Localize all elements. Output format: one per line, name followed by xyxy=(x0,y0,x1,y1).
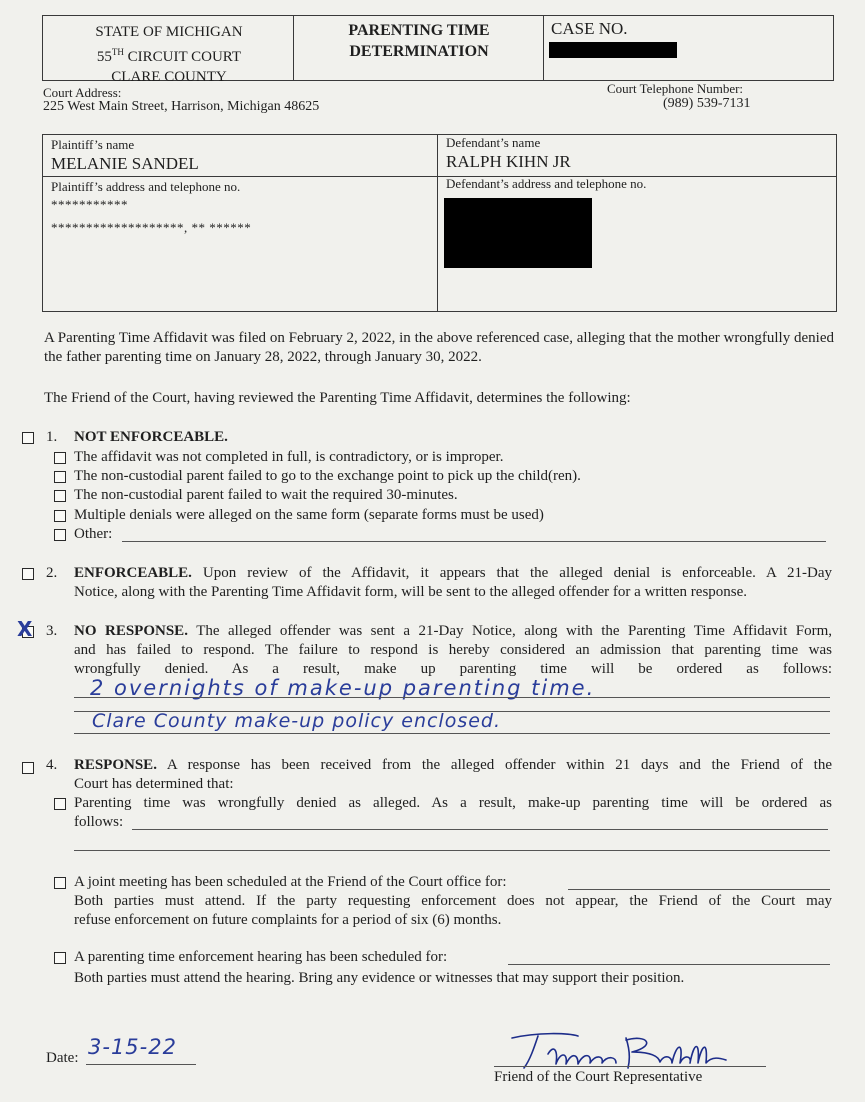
section2-checkbox[interactable] xyxy=(22,568,34,580)
section1-other-checkbox[interactable] xyxy=(54,529,66,541)
court-phone-label: Court Telephone Number: xyxy=(607,81,744,96)
section3-text-line2: and has failed to respond. The failure to respond is hereby considered an admission that parenting time was xyxy=(74,642,832,658)
section4-option1-answer-line2[interactable] xyxy=(74,850,830,851)
form-title: PARENTING TIME DETERMINATION xyxy=(348,22,490,60)
defendant-name: RALPH KIHN JR xyxy=(446,152,571,171)
section1-option1-checkbox[interactable] xyxy=(54,452,66,464)
section3-title: NO RESPONSE. xyxy=(74,623,188,639)
signature-caption: Friend of the Court Representative xyxy=(494,1069,703,1085)
section1-checkbox[interactable] xyxy=(22,432,34,444)
section2-title: ENFORCEABLE. xyxy=(74,565,192,581)
section4-option1-line2: follows: xyxy=(74,814,124,830)
plaintiff-name: MELANIE SANDEL xyxy=(51,154,199,173)
section1-option1: The affidavit was not completed in full, is contradictory, or is improper. xyxy=(74,449,504,465)
signature-line[interactable] xyxy=(494,1066,766,1067)
date-label: Date: xyxy=(46,1050,79,1066)
plaintiff-name-label: Plaintiff’s name xyxy=(51,137,135,152)
defendant-name-label: Defendant’s name xyxy=(446,135,541,150)
defendant-address-label: Defendant’s address and telephone no. xyxy=(446,176,647,191)
section3-handwritten-line1: 2 overnights of make-up parenting time. xyxy=(90,676,596,700)
court-name-block xyxy=(44,22,294,87)
section4-option1-answer-line1[interactable] xyxy=(132,829,828,830)
court-address: 225 West Main Street, Harrison, Michigan 48625 xyxy=(43,99,320,114)
section4-option2-line3: refuse enforcement on future complaints for a period of six (6) months. xyxy=(74,912,502,928)
case-number-redaction xyxy=(549,42,677,58)
section4-number: 4. xyxy=(46,757,58,773)
section4-option2-line1: A joint meeting has been scheduled at the Friend of the Court office for: xyxy=(74,874,507,890)
section3-text-line1: NO RESPONSE. The alleged offender was sent a 21-Day Notice, along with the Parenting Time Affidavit Form, xyxy=(74,623,832,639)
section1-title: NOT ENFORCEABLE. xyxy=(74,429,228,445)
section1-other-label: Other: xyxy=(74,526,113,542)
court-line1: STATE OF MICHIGAN xyxy=(95,24,243,40)
section1-option4-checkbox[interactable] xyxy=(54,510,66,522)
section2-text-line1: ENFORCEABLE. Upon review of the Affidavit, it appears that the alleged denial is enforceable. A 21-Day xyxy=(74,565,832,581)
defendant-address-redaction xyxy=(444,198,592,268)
intro-paragraph: A Parenting Time Affidavit was filed on February 2, 2022, in the above referenced case, alleging that the mother wrongfully denied the father parenting time on January 28, 2022, through January 30, 2022. xyxy=(44,330,834,365)
section4-option2-checkbox[interactable] xyxy=(54,877,66,889)
section4-option1-line1: Parenting time was wrongfully denied as alleged. As a result, make-up parenting time will be ordered as xyxy=(74,795,832,811)
section1-option2: The non-custodial parent failed to go to the exchange point to pick up the child(ren). xyxy=(74,468,581,484)
section4-text-line2: Court has determined that: xyxy=(74,776,234,792)
section4-option1-checkbox[interactable] xyxy=(54,798,66,810)
court-address-label: Court Address: xyxy=(43,85,122,100)
plaintiff-address-line2: *******************, ** ****** xyxy=(51,220,252,235)
section4-option3-line1: A parenting time enforcement hearing has been scheduled for: xyxy=(74,949,448,965)
section1-option2-checkbox[interactable] xyxy=(54,471,66,483)
section4-checkbox[interactable] xyxy=(22,762,34,774)
section4-text-line1: RESPONSE. A response has been received from the alleged offender within 21 days and the Friend of the xyxy=(74,757,832,773)
section3-answer-line3[interactable] xyxy=(74,733,830,734)
date-line[interactable] xyxy=(86,1064,196,1065)
section4-option3-answer-line[interactable] xyxy=(508,964,830,965)
section1-option4: Multiple denials were alleged on the same form (separate forms must be used) xyxy=(74,507,544,523)
court-phone: (989) 539-7131 xyxy=(663,96,751,111)
plaintiff-address-label: Plaintiff’s address and telephone no. xyxy=(51,179,241,194)
section4-option2-line2: Both parties must attend. If the party requesting enforcement does not appear, the Friend of the Court may xyxy=(74,893,832,909)
section3-check-mark: X xyxy=(17,617,33,641)
section4-option3-checkbox[interactable] xyxy=(54,952,66,964)
section4-option3-line2: Both parties must attend the hearing. Bring any evidence or witnesses that may support their position. xyxy=(74,970,685,986)
section4-title: RESPONSE. xyxy=(74,757,157,773)
section3-answer-line1[interactable] xyxy=(74,697,830,698)
section1-option3-checkbox[interactable] xyxy=(54,490,66,502)
court-line3: CLARE COUNTY xyxy=(111,69,227,85)
section3-number: 3. xyxy=(46,623,58,639)
section3-text-line3: wrongfully denied. As a result, make up parenting time will be ordered as follows: xyxy=(74,661,832,677)
section1-other-line[interactable] xyxy=(122,541,826,542)
signature xyxy=(508,1030,738,1070)
court-line2: 55TH CIRCUIT COURT xyxy=(96,47,242,65)
section2-text-line2: Notice, along with the Parenting Time Affidavit form, will be sent to the alleged offender for a written response. xyxy=(74,584,748,600)
determines-statement: The Friend of the Court, having reviewed the Parenting Time Affidavit, determines the following: xyxy=(44,390,631,406)
section1-option3: The non-custodial parent failed to wait the required 30-minutes. xyxy=(74,487,458,503)
section1-number: 1. xyxy=(46,429,58,445)
plaintiff-address-line1: *********** xyxy=(51,197,128,212)
date-value: 3-15-22 xyxy=(88,1035,177,1059)
section4-option2-answer-line[interactable] xyxy=(568,889,830,890)
case-number-label: CASE NO. xyxy=(551,19,628,38)
section2-number: 2. xyxy=(46,565,58,581)
section3-handwritten-line2: Clare County make-up policy enclosed. xyxy=(92,710,502,732)
